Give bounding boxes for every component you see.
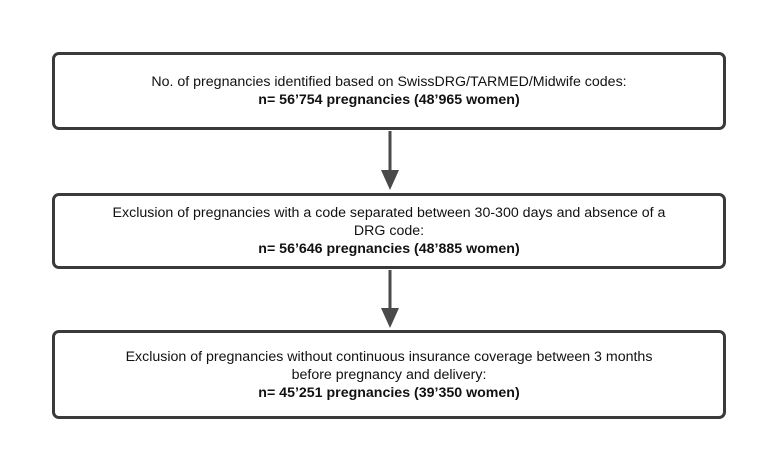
arrow-2-to-3 xyxy=(381,270,399,328)
step-2-count: n= 56’646 pregnancies (48’885 women) xyxy=(258,241,520,257)
step-3-description-line-2: before pregnancy and delivery: xyxy=(291,366,487,383)
step-box-3 xyxy=(52,330,726,419)
step-3-count: n= 45’251 pregnancies (39’350 women) xyxy=(258,384,520,401)
step-3-description-line-1: Exclusion of pregnancies without continuous insurance coverage between 3 months xyxy=(125,348,653,365)
step-2-description-line-2: DRG code: xyxy=(353,223,425,239)
step-2-description-line-1: Exclusion of pregnancies with a code separated between 30-300 days and absence of a xyxy=(112,205,666,221)
step-box-1 xyxy=(52,52,726,130)
step-1-description: No. of pregnancies identified based on SwissDRG/TARMED/Midwife codes: xyxy=(151,74,627,90)
step-1-count: n= 56’754 pregnancies (48’965 women) xyxy=(258,92,520,108)
arrow-1-to-2 xyxy=(381,131,399,190)
step-box-2 xyxy=(52,193,726,269)
